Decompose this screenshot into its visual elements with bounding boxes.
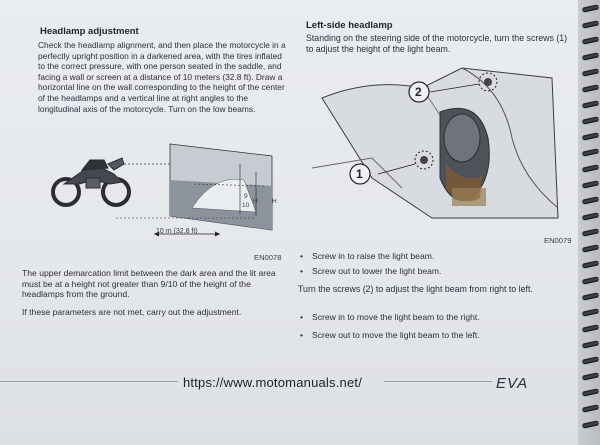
height-h-label: H <box>272 198 277 205</box>
headlamp-adjustment-heading: Headlamp adjustment <box>40 26 139 37</box>
ratio-h-label: H <box>253 198 258 205</box>
demarcation-limit-text: The upper demarcation limit between the dark area and the lit area must be at a height not greater than 9/10 of the height of the headlamps from the ground. <box>22 268 276 300</box>
figure-code-right: EN0079 <box>544 236 572 245</box>
bullet-screw-in-raise: • Screw in to raise the light beam. <box>312 251 434 262</box>
bullet-screw-in-right: • Screw in to move the light beam to the right. <box>312 312 480 323</box>
footer-rule-right <box>384 381 492 382</box>
bullet-screw-out-left: • Screw out to move the light beam to the left. <box>312 330 480 341</box>
callout-2-number: 2 <box>415 85 422 99</box>
figure-code-left: EN0078 <box>254 253 282 262</box>
left-side-headlamp-heading: Left-side headlamp <box>306 20 393 31</box>
spiral-binding <box>578 0 600 445</box>
footer-rule-left <box>0 381 178 382</box>
adjustment-note: If these parameters are not met, carry out the adjustment. <box>22 307 242 317</box>
bullet-screw-out-lower: • Screw out to lower the light beam. <box>312 266 441 277</box>
side-adjust-text: Turn the screws (2) to adjust the light beam from right to left. <box>298 284 533 294</box>
ratio-denominator: 10 <box>242 202 250 209</box>
left-side-headlamp-intro: Standing on the steering side of the motorcycle, turn the screws (1) to adjust the height of the light beam. <box>306 33 568 54</box>
footer-url[interactable]: https://www.motomanuals.net/ <box>183 375 363 390</box>
headlamp-closeup-diagram <box>312 58 562 228</box>
distance-label: 10 m (32.8 ft) <box>156 228 198 235</box>
brand-logo: EVA <box>496 375 529 392</box>
motorcycle-icon <box>53 158 129 205</box>
ratio-numerator: 9 <box>244 193 248 200</box>
callout-1-number: 1 <box>356 167 363 181</box>
headlamp-adjustment-intro: Check the headlamp alignment, and then place the motorcycle in a perfectly upright position in a darkened area, with the tires inflated to the correct pressure, with one person seated in the saddle, and facing a wall or screen at a distance of 10 meters (32.8 ft). Draw a horizontal line on the wall corresponding to the height of the center of the headlamps and a vertical line at right angles to the longitudinal axis of the motorcycle. Turn on the low beams. <box>38 40 286 114</box>
